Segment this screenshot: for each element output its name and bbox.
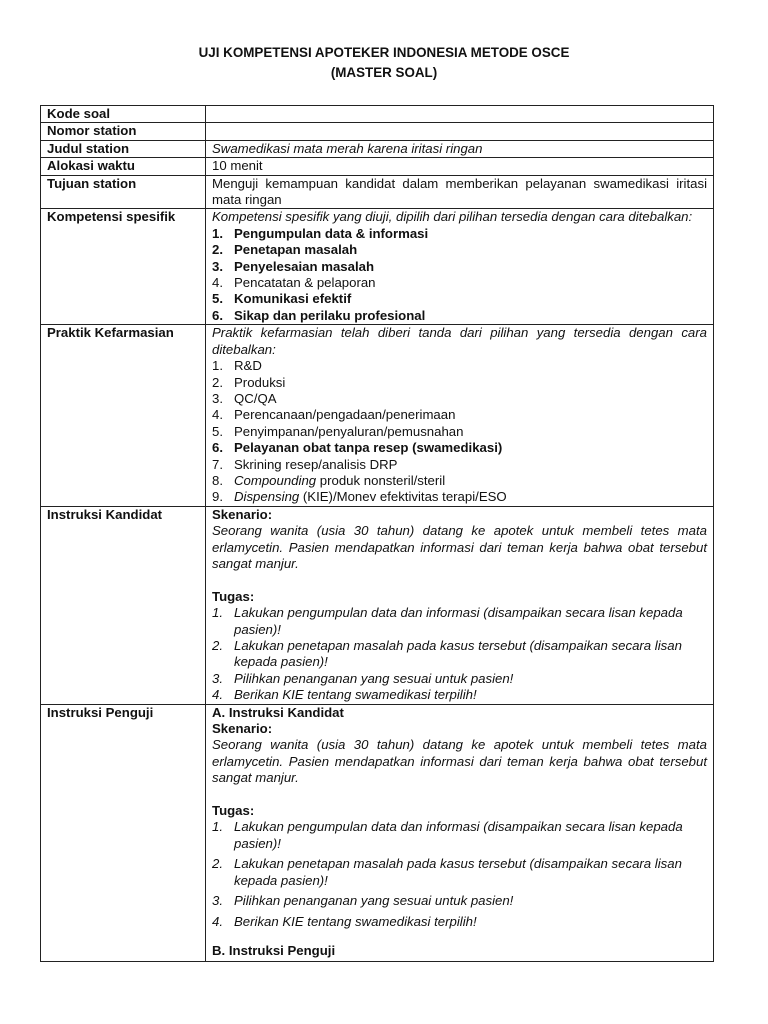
list-number: 3. [212,390,223,406]
kompetensi-item [212,259,707,275]
praktik-item [212,375,707,391]
list-number: 4. [212,687,223,703]
list-item-text: Perencanaan/pengadaan/penerimaan [234,407,456,423]
praktik-item [212,457,707,473]
list-item-text: Penyimpanan/penyaluran/pemusnahan [234,423,464,439]
list-item-text: QC/QA [234,390,277,406]
list-item-text: Berikan KIE tentang swamedikasi terpilih! [234,914,477,930]
praktik-item [212,407,707,423]
list-number: 5. [212,291,223,307]
praktik-list [212,358,707,506]
row-instruksi-kandidat [41,506,714,704]
row-label: Praktik Kefarmasian [41,325,206,506]
penguji-tugas-item [212,893,707,914]
list-number: 2. [212,242,223,258]
penguji-section-a-heading: A. Instruksi Kandidat [212,704,344,720]
list-item-text: Pencatatan & pelaporan [234,275,376,291]
osce-form-table [40,105,714,962]
row-alokasi-waktu [41,158,714,175]
list-item-text: Pelayanan obat tanpa resep (swamedikasi) [234,440,503,456]
list-item-text: R&D [234,358,262,374]
kandidat-tugas-item [212,671,707,687]
list-number: 6. [212,440,223,456]
document-title: UJI KOMPETENSI APOTEKER INDONESIA METODE OSCE [198,45,570,60]
praktik-item [212,440,707,456]
kompetensi-item [212,308,707,324]
list-number: 1. [212,225,223,241]
kompetensi-cell [206,209,714,325]
penguji-scenario: Seorang wanita (usia 30 tahun) datang ke apotek untuk membeli tetes mata erlamycetin. Pasien mendapatkan informasi dari teman kerja bahwa obat tersebut sangat manjur. [212,737,707,786]
row-praktik-kefarmasian [41,325,714,506]
row-label: Kompetensi spesifik [41,209,206,325]
list-number: 5. [212,423,223,439]
penguji-section-b-heading: B. Instruksi Penguji [212,942,336,958]
list-number: 1. [212,819,223,835]
list-item-text: Pilihkan penanganan yang sesuai untuk pasien! [234,670,514,686]
list-item-text: Komunikasi efektif [234,291,352,307]
row-label: Kode soal [41,106,206,123]
list-item-text: Skrining resep/analisis DRP [234,456,398,472]
list-item-text: produk nonsteril/steril [316,472,446,488]
kandidat-scenario: Seorang wanita (usia 30 tahun) datang ke apotek untuk membeli tetes mata erlamycetin. Pasien mendapatkan informasi dari teman kerja bahwa obat tersebut sangat manjur. [212,523,707,571]
row-kode-soal [41,106,714,123]
list-number: 4. [212,914,223,930]
list-item-text: Lakukan pengumpulan data dan informasi (disampaikan secara lisan kepada pasien)! [234,605,683,637]
list-number: 6. [212,307,223,323]
list-number: 8. [212,472,223,488]
list-number: 2. [212,637,223,653]
list-number: 7. [212,456,223,472]
kompetensi-item [212,226,707,242]
list-item-text: Penetapan masalah [234,242,358,258]
list-item-text: Penyelesaian masalah [234,258,375,274]
list-item-text: (KIE)/Monev efektivitas terapi/ESO [299,489,507,505]
list-item-emphasis: Dispensing [234,489,300,505]
list-item-text: Lakukan penetapan masalah pada kasus tersebut (disampaikan secara lisan kepada pasien)! [234,856,682,888]
row-nomor-station [41,123,714,140]
list-item-text: Pengumpulan data & informasi [234,225,429,241]
row-label: Judul station [41,140,206,157]
penguji-tugas-item [212,856,707,893]
kandidat-tugas-item [212,687,707,703]
list-number: 4. [212,407,223,423]
row-label: Instruksi Kandidat [41,506,206,704]
penguji-tugas-list [212,819,707,934]
kandidat-tugas-item [212,605,707,638]
list-number: 2. [212,374,223,390]
penguji-tugas-heading: Tugas: [212,803,255,819]
praktik-item [212,358,707,374]
kandidat-cell [206,506,714,704]
row-label: Nomor station [41,123,206,140]
penguji-tugas-item [212,819,707,856]
praktik-item [212,391,707,407]
kompetensi-item [212,242,707,258]
list-number: 3. [212,670,223,686]
kode-soal-value [206,106,714,123]
list-item-text: Lakukan penetapan masalah pada kasus tersebut (disampaikan secara lisan kepada pasien)! [234,637,682,670]
document-subtitle: (MASTER SOAL) [330,65,438,80]
row-label: Alokasi waktu [41,158,206,175]
row-label: Tujuan station [41,175,206,209]
praktik-intro: Praktik kefarmasian telah diberi tanda dari pilihan yang tersedia dengan cara ditebalkan: [212,325,707,357]
judul-station-value: Swamedikasi mata merah karena iritasi ringan [206,140,714,157]
praktik-item [212,424,707,440]
row-label: Instruksi Penguji [41,704,206,961]
list-number: 1. [212,605,223,621]
kompetensi-item [212,275,707,291]
penguji-tugas-item [212,914,707,935]
list-number: 2. [212,856,223,872]
praktik-item [212,473,707,489]
list-item-text: Produksi [234,374,286,390]
praktik-item [212,489,707,505]
alokasi-waktu-value: 10 menit [206,158,714,175]
penguji-cell [206,704,714,961]
list-item-text: Berikan KIE tentang swamedikasi terpilih! [234,687,477,703]
praktik-cell [206,325,714,506]
nomor-station-value [206,123,714,140]
list-item-text: Pilihkan penanganan yang sesuai untuk pasien! [234,893,514,909]
row-judul-station [41,140,714,157]
list-number: 9. [212,489,223,505]
list-number: 1. [212,358,223,374]
list-item-text: Sikap dan perilaku profesional [234,307,426,323]
kompetensi-item [212,291,707,307]
kompetensi-list [212,226,707,324]
kandidat-skenario-heading: Skenario: [212,506,273,522]
list-number: 4. [212,275,223,291]
penguji-skenario-heading: Skenario: [212,721,273,737]
list-item-text: Lakukan pengumpulan data dan informasi (disampaikan secara lisan kepada pasien)! [234,819,683,851]
kandidat-tugas-list [212,605,707,703]
kompetensi-intro: Kompetensi spesifik yang diuji, dipilih dari pilihan tersedia dengan cara ditebalkan: [212,209,693,225]
list-number: 3. [212,258,223,274]
list-number: 3. [212,893,223,909]
row-kompetensi-spesifik [41,209,714,325]
list-item-emphasis: Compounding [234,472,317,488]
kandidat-tugas-heading: Tugas: [212,588,255,604]
kandidat-tugas-item [212,638,707,671]
row-tujuan-station [41,175,714,209]
tujuan-station-value: Menguji kemampuan kandidat dalam memberikan pelayanan swamedikasi iritasi mata ringan [206,175,714,209]
row-instruksi-penguji [41,704,714,961]
